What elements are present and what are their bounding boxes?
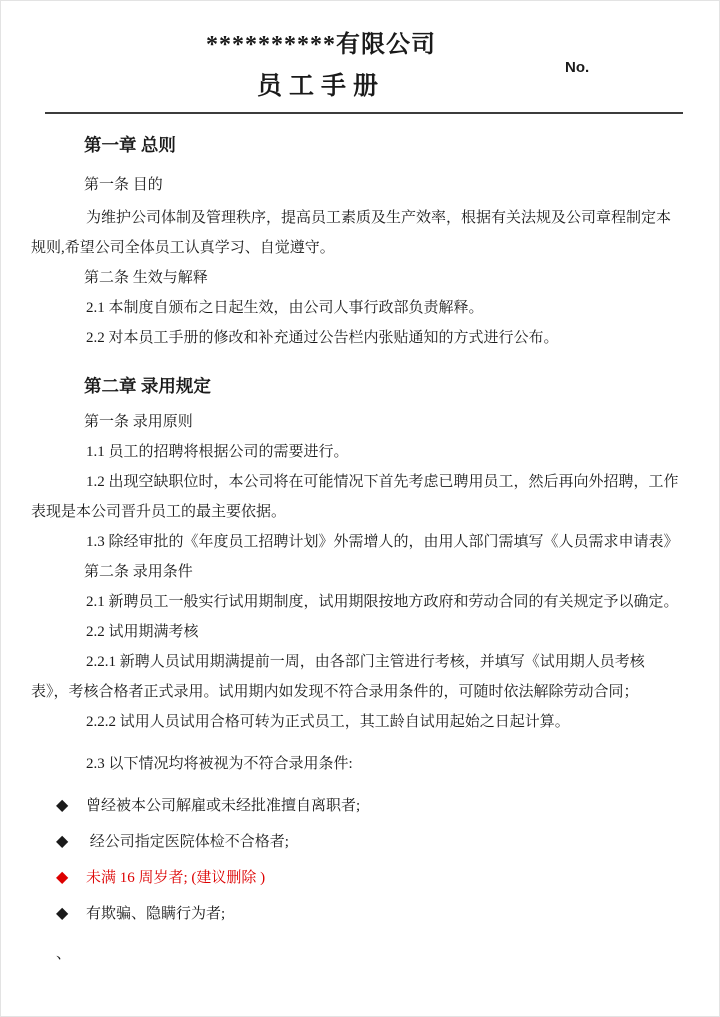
numbered-item: 2.1 新聘员工一般实行试用期制度，试用期限按地方政府和劳动合同的有关规定予以确定。 bbox=[86, 594, 679, 610]
article-heading: 第一条 录用原则 bbox=[84, 414, 193, 430]
numbered-item: 2.3 以下情况均将被视为不符合录用条件: bbox=[86, 756, 353, 772]
list-item-text: 经公司指定医院体检不合格者; bbox=[89, 834, 289, 850]
list-item-text: 曾经被本公司解雇或未经批准擅自离职者; bbox=[86, 798, 361, 814]
document-header bbox=[1, 1, 719, 114]
doc-number-label: No. bbox=[565, 59, 590, 76]
article-heading: 第二条 录用条件 bbox=[84, 564, 193, 580]
diamond-bullet-icon: ◆ bbox=[56, 869, 69, 886]
numbered-item: 2.2.2 试用人员试用合格可转为正式员工，其工龄自试用起始之日起计算。 bbox=[86, 714, 570, 730]
diamond-bullet-icon: ◆ bbox=[56, 833, 69, 850]
numbered-item: 2.2 对本员工手册的修改和补充通过公告栏内张贴通知的方式进行公布。 bbox=[86, 330, 559, 346]
numbered-item: 1.1 员工的招聘将根据公司的需要进行。 bbox=[86, 444, 349, 460]
numbered-item: 2.2 试用期满考核 bbox=[86, 624, 199, 640]
list-item-text: 有欺骗、隐瞒行为者; bbox=[86, 906, 226, 922]
chapter-heading: 第二章 录用规定 bbox=[84, 376, 211, 396]
list-item bbox=[31, 827, 681, 857]
list-item bbox=[31, 899, 681, 929]
document-title: 员工手册 bbox=[256, 73, 385, 100]
diamond-bullet-icon: ◆ bbox=[56, 797, 69, 814]
paragraph: 为维护公司体制及管理秩序，提高员工素质及生产效率，根据有关法规及公司章程制定本规则,希望公司全体员工认真学习、自觉遵守。 bbox=[31, 210, 672, 256]
numbered-item: 1.3 除经审批的《年度员工招聘计划》外需增人的，由用人部门需填写《人员需求申请表》 bbox=[86, 534, 679, 550]
chapter-heading: 第一章 总则 bbox=[84, 135, 176, 155]
paragraph: 1.2 出现空缺职位时，本公司将在可能情况下首先考虑已聘用员工，然后再向外招聘，工作表现是本公司晋升员工的最主要依据。 bbox=[31, 474, 679, 520]
paragraph: 2.2.1 新聘人员试用期满提前一周，由各部门主管进行考核，并填写《试用期人员考核表》，考核合格者正式录用。试用期内如发现不符合录用条件的，可随时依法解除劳动合同； bbox=[31, 654, 645, 700]
list-item-text: 未满 16 周岁者; (建议删除 ) bbox=[86, 870, 266, 886]
stray-punctuation-mark: 、 bbox=[56, 946, 72, 962]
article-heading: 第二条 生效与解释 bbox=[84, 270, 208, 286]
title-block bbox=[1, 1, 641, 102]
numbered-item: 2.1 本制度自颁布之日起生效，由公司人事行政部负责解释。 bbox=[86, 300, 484, 316]
article-heading: 第一条 目的 bbox=[84, 177, 163, 193]
header-divider bbox=[45, 112, 683, 114]
company-title: **********有限公司 bbox=[206, 32, 436, 58]
list-item-deletion-note bbox=[31, 863, 681, 893]
document-body bbox=[1, 114, 719, 969]
diamond-bullet-icon: ◆ bbox=[56, 905, 69, 922]
condition-list bbox=[31, 791, 681, 929]
list-item bbox=[31, 791, 681, 821]
